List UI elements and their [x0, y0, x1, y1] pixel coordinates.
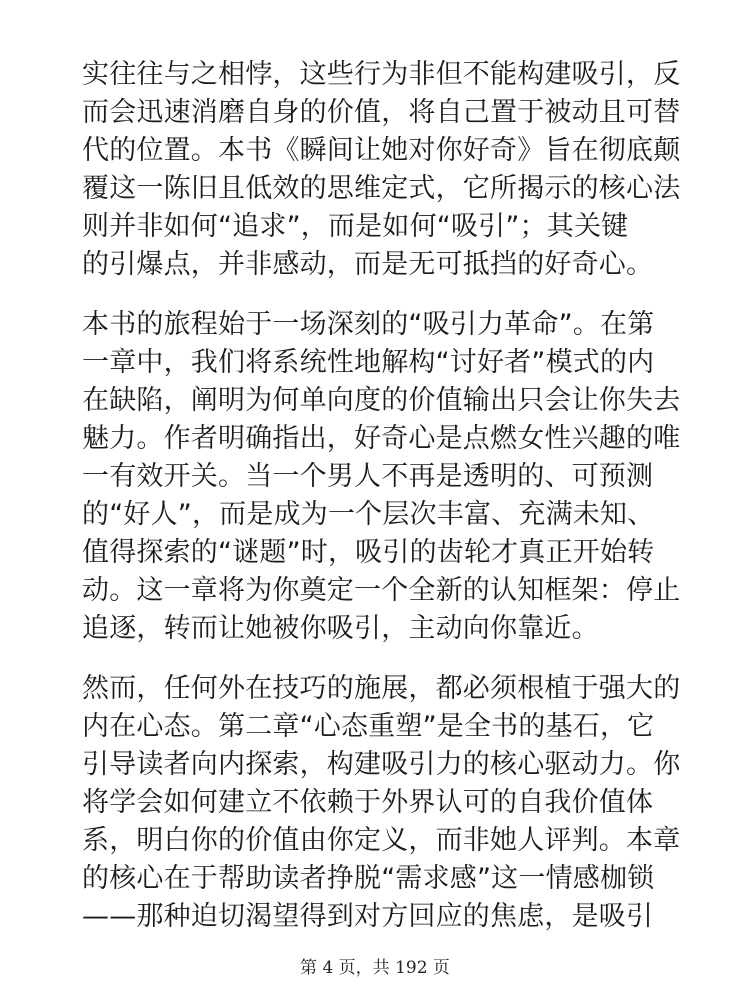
- text-line: 将学会如何建立不依赖于外界认可的自我价值体: [82, 787, 654, 818]
- text-line: 系，明白你的价值由你定义，而非她人评判。本章: [82, 825, 681, 856]
- text-line: ——那种迫切渴望得到对方回应的焦虑，是吸引: [82, 901, 654, 932]
- text-line: 在缺陷，阐明为何单向度的价值输出只会让你失去: [82, 385, 681, 416]
- text-line: 的核心在于帮助读者挣脱“需求感”这一情感枷锁: [82, 863, 655, 894]
- text-line: 魅力。作者明确指出，好奇心是点燃女性兴趣的唯: [82, 423, 681, 454]
- paragraph-1: [82, 56, 682, 284]
- text-line: 的“好人”，而是成为一个层次丰富、充满未知、: [82, 499, 655, 530]
- paragraph-3: [82, 670, 682, 936]
- text-line: 引导读者向内探索，构建吸引力的核心驱动力。你: [82, 749, 681, 780]
- text-line: 追逐，转而让她被你吸引，主动向你靠近。: [82, 613, 599, 644]
- page-number-footer: 第 4 页，共 192 页: [300, 958, 450, 978]
- text-line: 而会迅速消磨自身的价值，将自己置于被动且可替: [82, 97, 681, 128]
- text-line: 则并非如何“追求”，而是如何“吸引”；其关键: [82, 211, 629, 242]
- text-line: 一章中，我们将系统性地解构“讨好者”模式的内: [82, 347, 655, 378]
- text-line: 覆这一陈旧且低效的思维定式，它所揭示的核心法: [82, 173, 681, 204]
- text-line: 的引爆点，并非感动，而是无可抵挡的好奇心。: [82, 249, 654, 280]
- text-line: 代的位置。本书《瞬间让她对你好奇》旨在彻底颠: [82, 135, 681, 166]
- paragraph-2: [82, 306, 682, 648]
- text-line: 实往往与之相悖，这些行为非但不能构建吸引，反: [82, 59, 681, 90]
- text-line: 动。这一章将为你奠定一个全新的认知框架：停止: [82, 575, 681, 606]
- text-line: 本书的旅程始于一场深刻的“吸引力革命”。在第: [82, 309, 655, 340]
- text-line: 内在心态。第二章“心态重塑”是全书的基石，它: [82, 711, 655, 742]
- text-line: 一有效开关。当一个男人不再是透明的、可预测: [82, 461, 654, 492]
- text-line: 值得探索的“谜题”时，吸引的齿轮才真正开始转: [82, 537, 655, 568]
- text-line: 然而，任何外在技巧的施展，都必须根植于强大的: [82, 673, 681, 704]
